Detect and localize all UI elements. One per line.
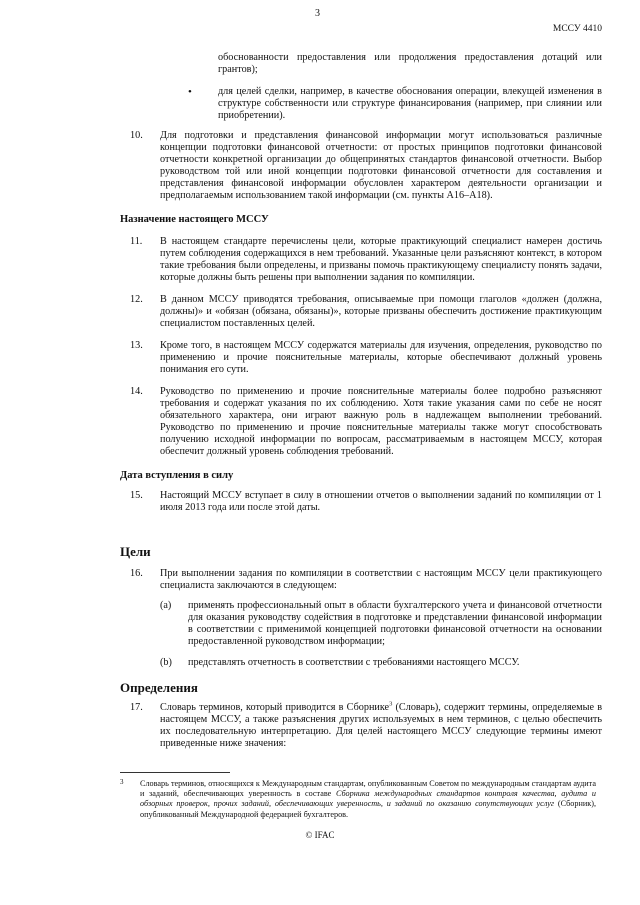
para-17 [160,702,602,750]
bullet-icon: • [188,86,192,98]
section-heading-objectives: Цели [120,544,151,559]
para-number: 14. [130,386,143,397]
item-label: (b) [160,657,172,668]
para-14: Руководство по применению и прочие пояснительные материалы более подробно разъясняют требования и содержат указания по их соблюдению. Хотя такие указания сами по себе не носят обязательного характера, они играют важную роль в надлежащем выполнении требований. Руководство по применению и прочие пояснительные материалы также могут способствовать получению исходной информации по вопросам, рассматриваемым в настоящем МССУ, которая обеспечит должный уровень соблюдения требований. [160,386,602,457]
para-number: 16. [130,568,143,579]
para-13: Кроме того, в настоящем МССУ содержатся материалы для изучения, определения, руководство по применению и прочие пояснительные материалы, которые обеспечивают должный уровень понимания его сути. [160,340,602,375]
item-a: применять профессиональный опыт в области бухгалтерского учета и финансовой отчетности для оказания руководству содействия в подготовке и представлении финансовой информации в соответствии с применимой концепцией подготовки финансовой отчетности на основании предоставленной руководством информации; [188,600,602,647]
footnote-part: Словарь терминов, относящихся к Международным стандартам, опубликованным Советом по международным стандартам аудита и заданий, обеспечивающих уверенность в составе [140,779,596,799]
para-number: 10. [130,130,143,141]
document-code: МССУ 4410 [552,24,602,34]
footnote-text [140,779,596,820]
footnote-part: (Сборник), опубликованный Международной федерацией бухгалтеров. [140,799,597,819]
para-number: 17. [130,702,143,713]
para-15: Настоящий МССУ вступает в силу в отношении отчетов о выполнении заданий по компиляции от 1 июля 2013 года или после этой даты. [160,490,602,513]
para-number: 13. [130,340,143,351]
footnote-ref[interactable]: 3 [389,700,393,708]
para-number: 11. [130,236,143,247]
para-number: 15. [130,490,143,501]
footnote-divider [120,772,230,773]
para-17-text: Словарь терминов, который приводится в Сборнике [160,702,390,713]
para-12: В данном МССУ приводятся требования, описываемые при помощи глаголов «должен (должна, должны)» и «обязан (обязана, обязаны)», которые призваны обеспечить достижение практикующим специалистом поставленных целей. [160,294,602,329]
footnote-italic: Сборника международных стандартов контроля качества, аудита и обзорных проверок, прочих заданий, обеспечивающих уверенность, и заданий по оказанию сопутствующих услуг [140,789,596,809]
footnote-mark: 3 [120,778,124,786]
continuation-text: обоснованности предоставления или продолжения предоставления дотаций или грантов); [218,52,602,75]
bullet-item: для целей сделки, например, в качестве обоснования операции, влекущей изменения в структуре собственности или структуре финансирования (например, при слиянии или приобретении). [218,86,602,121]
item-b: представлять отчетность в соответствии с требованиями настоящего МССУ. [188,657,520,668]
para-16: При выполнении задания по компиляции в соответствии с настоящим МССУ цели практикующего специалиста заключаются в следующем: [160,568,602,591]
item-label: (a) [160,600,172,611]
para-number: 12. [130,294,143,305]
subheading-effective-date: Дата вступления в силу [120,470,234,481]
page-number: 3 [315,8,320,19]
subheading-purpose: Назначение настоящего МССУ [120,214,269,225]
para-10: Для подготовки и представления финансовой информации могут использоваться различные концепции подготовки финансовой отчетности: от простых принципов подготовки финансовой отчетности конкретной организации до общепринятых стандартов финансовой отчетности. Выбор руководством той или иной концепции подготовки финансовой отчетности для составления и представления финансовой информации обусловлен характером деятельности организации и предполагаемым использованием такой информации (см. пункты А16–А18). [160,130,602,201]
section-heading-definitions: Определения [120,680,198,695]
para-17-text: (Словарь), содержит термины, определяемые в настоящем МССУ, а также разъяснения других используемых в нем терминов, с целью обеспечить их последовательную интерпретацию. Для целей настоящего МССУ следующие термины имеют приведенные ниже значения: [160,702,603,749]
copyright: © IFAC [305,830,335,840]
para-11: В настоящем стандарте перечислены цели, которые практикующий специалист намерен достичь путем соблюдения содержащихся в нем требований. Указанные цели разъясняют контекст, в котором такие требования были определены, и призваны помочь практикующему специалисту понять задачи, которые должны быть решены при выполнении задания по компиляции. [160,236,602,283]
